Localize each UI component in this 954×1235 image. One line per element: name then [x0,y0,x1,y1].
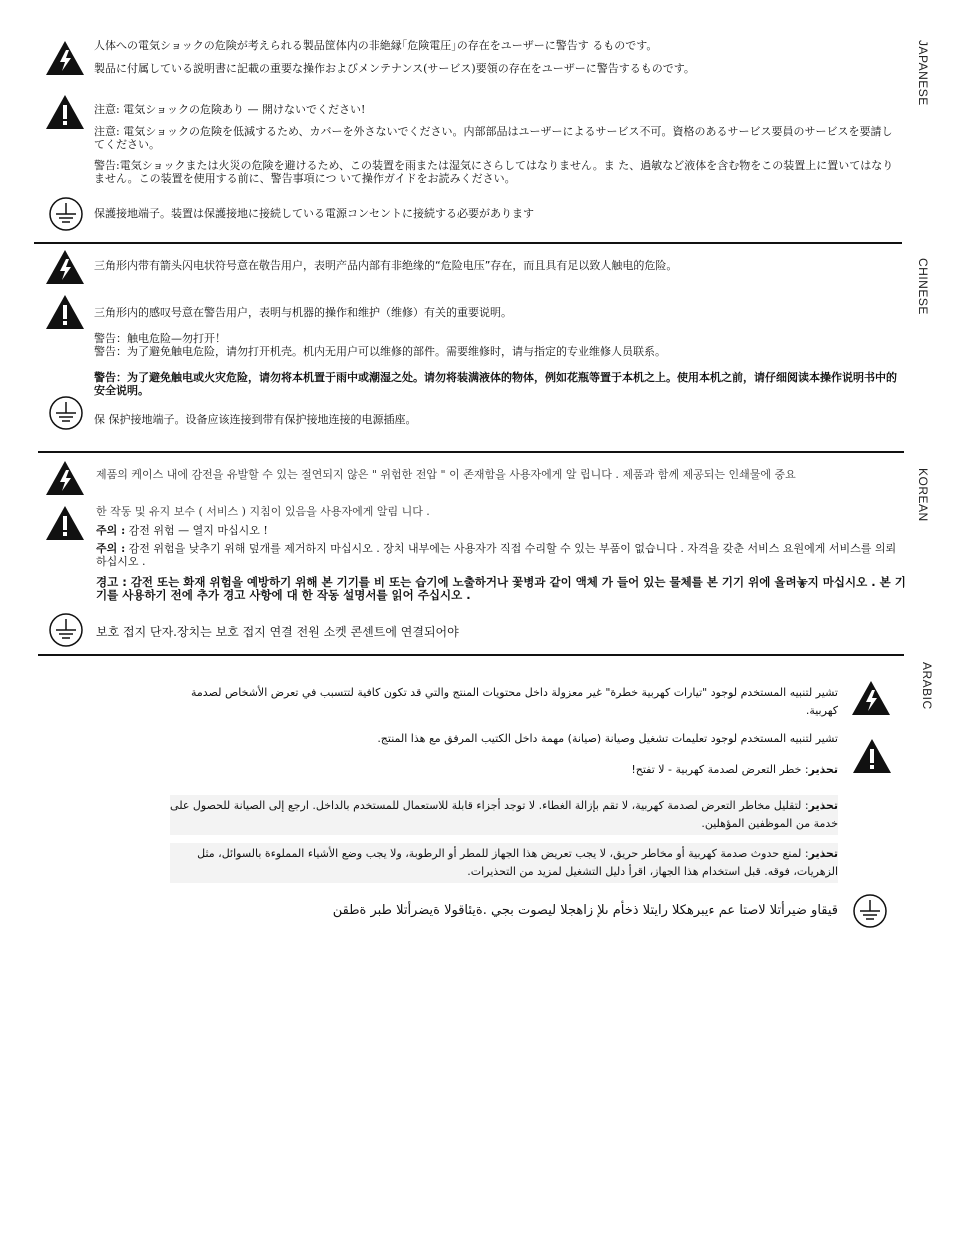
kr-caution-text: 감전 위험을 낮추기 위해 덮개를 제거하지 마십시오 . 장치 내부에는 사용자가 직접 수리할 수 있는 부품이 없습니다 . 자격을 갖춘 서비스 요원에게 서비스를 의뢰하십시오 . [96,542,897,568]
ar-ground-text: قيقاو ضيرأتلا لاصتا عم ءيبرهكلا رايتلا ذخأم ىلإ زاهجلا ليصوت بجي .ةيئاقولا ةيضرأتلا طبر ةطقن [332,903,838,918]
exclamation-triangle-icon [45,294,85,330]
ar-line-1: تشير لتنبيه المستخدم لوجود "تيارات كهربية خطرة" غير معزولة داخل محتويات المنتج والتي قد تكون كافية لتتسبب في تعرض الأشخاص لصدمة كهربية. [191,686,838,717]
kr-caution-2 [96,542,906,568]
jp-ground-text: 保護接地端子。装置は保護接地に接続している電源コンセントに接続する必要があります [94,207,534,220]
cn-warning-2: 警告：为了避免触电危险，请勿打开机壳。机内无用户可以维修的部件。需要维修时，请与指定的专业维修人员联系。 [94,345,666,358]
jp-warning: 警告:電気ショックまたは火災の危険を避けるため、この装置を雨または湿気にさらしてはなりません。ま た、過敏など液体を含む物をこの装置上に置いてはなりません。この装置を使用する前に、警告事項につ いて操作ガイドをお読みください。 [94,159,894,185]
section-label-korean: KOREAN [916,468,930,522]
protective-ground-icon [852,893,888,929]
jp-line-1: 人体への電気ショックの危険が考えられる製品筐体内の非絶縁｢危険電圧｣の存在をユーザーに警告す るものです。 [94,39,658,52]
cn-ground-text: 保 保护接地端子。设备应该连接到带有保护接地连接的电源插座。 [94,413,417,426]
lightning-triangle-icon [45,460,85,496]
jp-line-2: 製品に付属している説明書に記載の重要な操作およびメンテナンス(サービス)要領の存在をユーザーに警告するものです。 [94,62,695,75]
ar-line-2: تشير لتنبيه المستخدم لوجود تعليمات تشغيل وصيانة (صيانة) مهمة داخل الكتيب المرفق مع هذا المنتج. [377,732,838,745]
section-label-japanese: JAPANESE [916,40,930,106]
kr-caution-label: 주의 : [96,524,126,537]
lightning-triangle-icon [45,40,85,76]
protective-ground-icon [48,196,84,232]
divider-japanese-chinese [34,242,902,244]
ar-caution-label: تحذير [808,763,838,776]
protective-ground-icon [48,395,84,431]
ar-caution-2 [170,795,838,835]
lightning-triangle-icon [45,249,85,285]
lightning-triangle-icon [851,680,891,716]
kr-ground-text: 보호 접지 단자.장치는 보호 접지 연결 전원 소켓 콘센트에 연결되어야 [96,625,459,639]
jp-caution-1: 注意: 電気ショックの危険あり — 開けないでください! [94,103,366,116]
cn-warning-1: 警告：触电危险—勿打开！ [94,332,226,345]
ar-warning [170,843,838,883]
divider-korean-arabic [38,654,904,656]
section-label-chinese: CHINESE [916,258,930,315]
protective-ground-icon [48,612,84,648]
ar-caution-1 [170,761,838,779]
exclamation-triangle-icon [852,738,892,774]
ar-caution-label: تحذير [808,799,838,812]
section-label-arabic: ARABIC [920,662,934,710]
kr-caution-1 [96,524,906,537]
divider-chinese-korean [38,451,904,453]
ar-caution-text: : خطر التعرض لصدمة كهربية - لا تفتح! [631,763,809,776]
ar-warning-label: تحذير [808,847,838,860]
exclamation-triangle-icon [45,505,85,541]
kr-caution-text: 감전 위험 — 열지 마십시오 ! [128,524,268,537]
jp-caution-2: 注意: 電気ショックの危険を低減するため、カバーを外さないでください。内部部品はユーザーによるサービス不可。資格のあるサービス要員のサービスを要請してください。 [94,125,893,151]
cn-line-2: 三角形内的感叹号意在警告用户，表明与机器的操作和维护（维修）有关的重要说明。 [94,306,512,319]
kr-caution-label: 주의 : [96,542,126,555]
kr-warning: 경고 : 감전 또는 화재 위험을 예방하기 위해 본 기기를 비 또는 습기에 노출하거나 꽃병과 같이 액체 가 들어 있는 물체를 본 기기 위에 올려놓지 마십시오 . 본 기기를 사용하기 전에 추가 경고 사항에 대 한 작동 설명서를 읽어 주십시오 . [96,575,906,602]
cn-warning-3: 警告：为了避免触电或火灾危险，请勿将本机置于雨中或潮湿之处。请勿将装满液体的物体，例如花瓶等置于本机之上。使用本机之前，请仔细阅读本操作说明书中的安全说明。 [94,371,897,397]
cn-line-1: 三角形内带有箭头闪电状符号意在敬告用户，表明产品内部有非绝缘的“危险电压”存在，而且具有足以致人触电的危险。 [94,259,678,272]
exclamation-triangle-icon [45,94,85,130]
ar-warning-text: : لمنع حدوث صدمة كهربية أو مخاطر حريق، لا يجب تعريض هذا الجهاز للمطر أو الرطوبة، ولا يجب وضع الأشياء المملوءة بالسوائل، مثل الزهريات، فوقه. قبل استخدام هذا الجهاز، اقرأ دليل التشغيل لمزيد من التحذيرات. [197,847,838,878]
kr-line-2: 한 작동 및 유지 보수 ( 서비스 ) 지침이 있음을 사용자에게 알림 니다 . [96,505,430,518]
ar-caution-text: : لتقليل مخاطر التعرض لصدمة كهربية، لا تقم بإزالة الغطاء. لا توجد أجزاء قابلة للاستعمال للمستخدم بالداخل. ارجع إلى الصيانة للحصول على خدمة من الموظفين المؤهلين. [170,799,838,830]
kr-line-1: 제품의 케이스 내에 감전을 유발할 수 있는 절연되지 않은 " 위험한 전압 " 이 존재함을 사용자에게 알 립니다 . 제품과 함께 제공되는 인쇄물에 중요 [96,468,796,481]
